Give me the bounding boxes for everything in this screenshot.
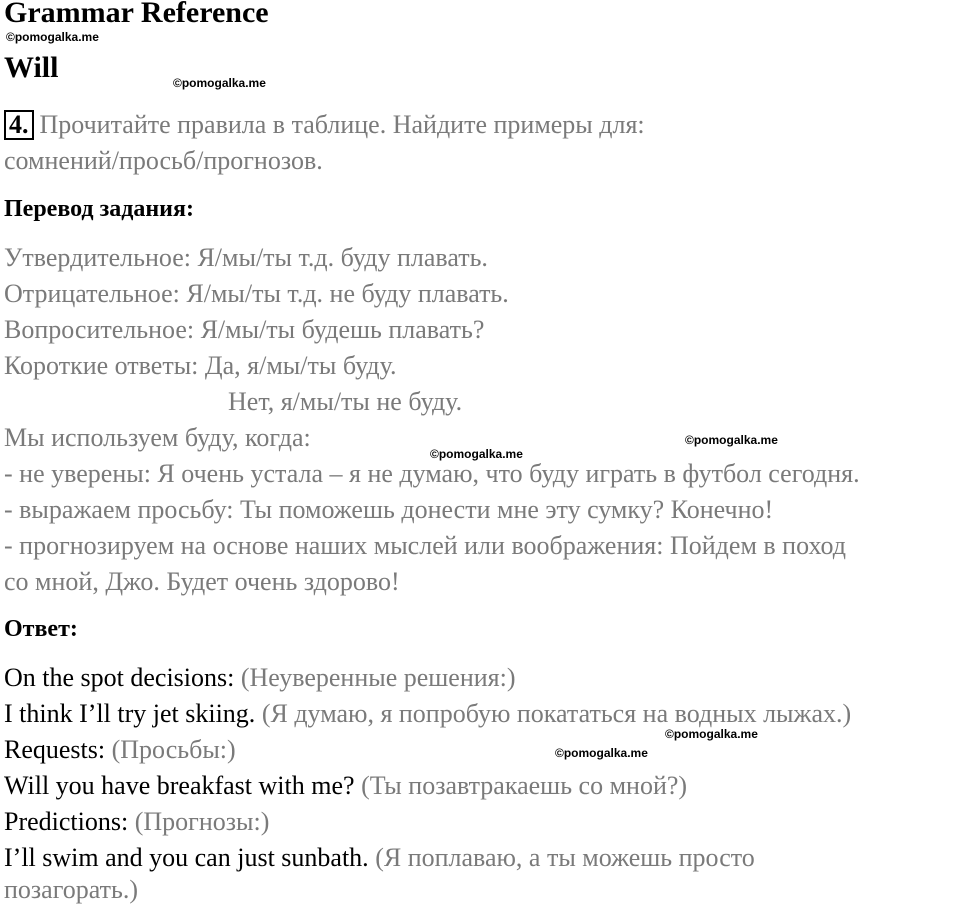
answer-ru: (Неуверенные решения:) — [240, 663, 516, 692]
translation-line: - не уверены: Я очень устала – я не думаю, что буду играть в футбол сегодня. — [4, 459, 860, 488]
translation-heading: Перевод задания: — [4, 196, 194, 222]
watermark: ©pomogalka.me — [665, 727, 758, 741]
translation-line: Утвердительное: Я/мы/ты т.д. буду плавать. — [4, 243, 488, 272]
answer-heading: Ответ: — [4, 616, 78, 642]
answer-en: On the spot decisions: — [4, 663, 235, 692]
task-number-badge: 4. — [4, 110, 34, 140]
translation-line: - выражаем просьбу: Ты поможешь донести мне эту сумку? Конечно! — [4, 495, 774, 524]
answer-row — [4, 660, 516, 696]
answer-en: Predictions: — [4, 807, 129, 836]
translation-line: со мной, Джо. Будет очень здорово! — [4, 567, 400, 596]
watermark: ©pomogalka.me — [173, 76, 266, 90]
translation-line: Короткие ответы: Да, я/мы/ты буду. — [4, 351, 397, 380]
answer-ru: (Прогнозы:) — [134, 807, 270, 836]
answer-ru: (Просьбы:) — [111, 735, 236, 764]
watermark: ©pomogalka.me — [6, 30, 99, 44]
answer-ru: (Я поплаваю, а ты можешь просто — [375, 843, 755, 872]
task-line-1 — [4, 107, 645, 143]
answer-continuation: позагорать.) — [4, 875, 138, 904]
watermark: ©pomogalka.me — [430, 447, 523, 461]
translation-line: - прогнозируем на основе наших мыслей или воображения: Пойдем в поход — [4, 531, 846, 560]
watermark: ©pomogalka.me — [555, 746, 648, 760]
answer-en: I think I’ll try jet skiing. — [4, 699, 256, 728]
task-text-1: Прочитайте правила в таблице. Найдите примеры для: — [39, 110, 645, 139]
answer-en: Will you have breakfast with me? — [4, 771, 355, 800]
answer-row — [4, 804, 269, 840]
answer-row — [4, 768, 687, 804]
translation-line: Нет, я/мы/ты не буду. — [228, 387, 463, 416]
answer-en: I’ll swim and you can just sunbath. — [4, 843, 369, 872]
translation-line: Отрицательное: Я/мы/ты т.д. не буду плавать. — [4, 279, 509, 308]
page-title: Grammar Reference — [4, 0, 269, 29]
task-line-2: сомнений/просьб/прогнозов. — [4, 146, 323, 175]
watermark: ©pomogalka.me — [685, 433, 778, 447]
answer-ru: (Ты позавтракаешь со мной?) — [361, 771, 688, 800]
translation-line: Мы используем буду, когда: — [4, 423, 311, 452]
answer-row — [4, 840, 755, 876]
answer-en: Requests: — [4, 735, 106, 764]
answer-row — [4, 732, 236, 768]
answer-ru: (Я думаю, я попробую покататься на водных лыжах.) — [261, 699, 852, 728]
translation-line: Вопросительное: Я/мы/ты будешь плавать? — [4, 315, 485, 344]
section-title: Will — [4, 51, 59, 84]
